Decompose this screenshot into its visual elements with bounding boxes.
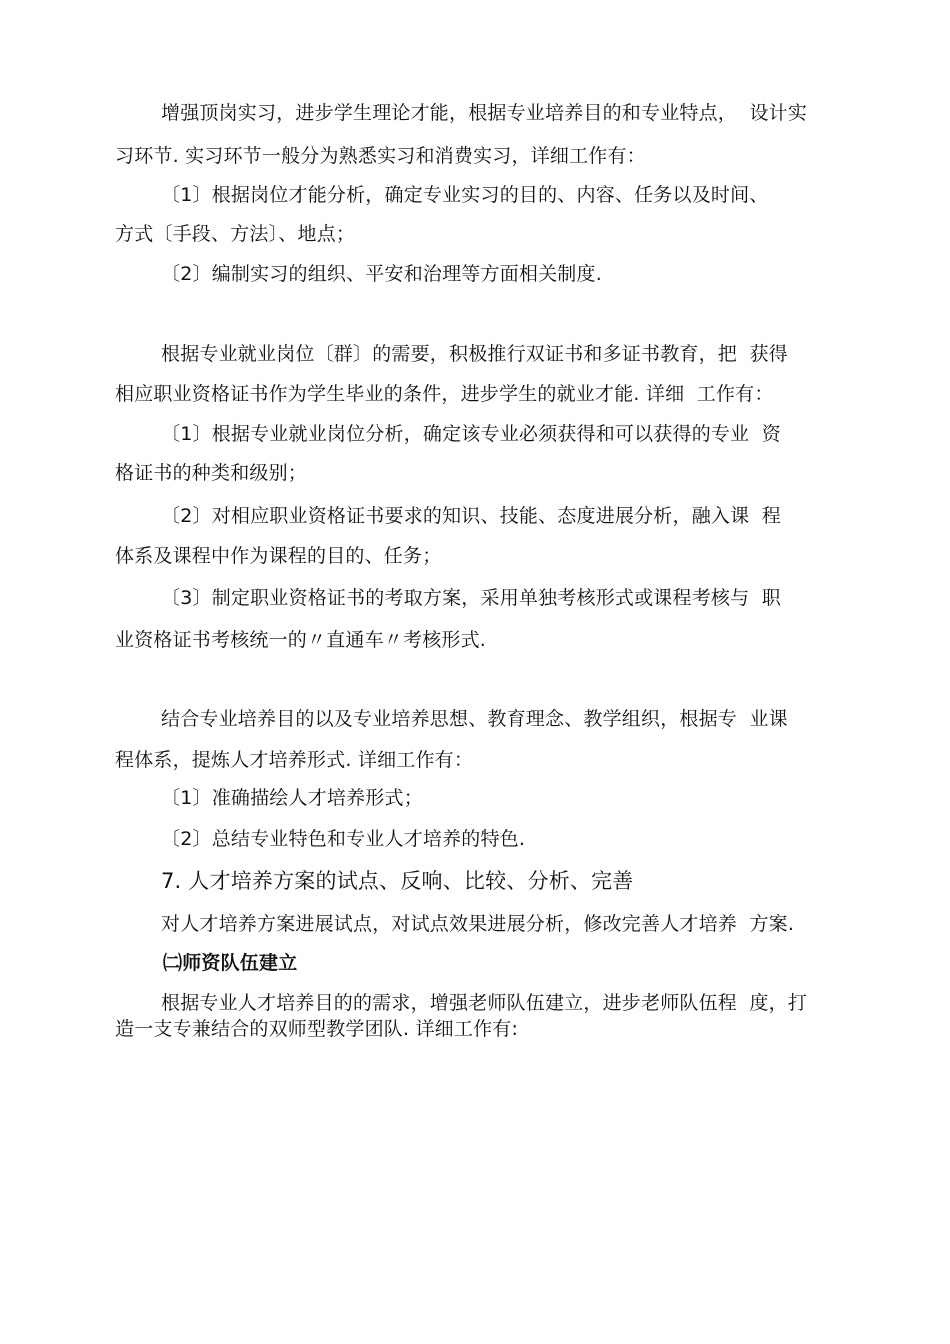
paragraph-line: 格证书的种类和级别；: [115, 462, 308, 484]
paragraph-line: 对人才培养方案进展试点，对试点效果进展分析，修改完善人才培养 方案.: [161, 913, 795, 935]
paragraph-line: 相应职业资格证书作为学生毕业的条件，进步学生的就业才能. 详细 工作有：: [115, 383, 774, 405]
list-item-line: 〔2〕总结专业特色和专业人才培养的特色.: [161, 828, 526, 850]
paragraph-line: 程体系，提炼人才培养形式. 详细工作有：: [115, 749, 474, 771]
paragraph-line: 方式〔手段、方法〕、地点；: [115, 223, 356, 245]
paragraph-line: 根据专业人才培养目的的需求，增强老师队伍建立，进步老师队伍程 度，打: [161, 992, 808, 1014]
list-item-line: 〔2〕对相应职业资格证书要求的知识、技能、态度进展分析，融入课 程: [161, 505, 781, 527]
paragraph-line: 造一支专兼结合的双师型教学团队. 详细工作有:: [115, 1018, 519, 1040]
paragraph-line: 业资格证书考核统一的〃直通车〃考核形式.: [115, 629, 487, 651]
list-item-line: 〔2〕编制实习的组织、平安和治理等方面相关制度.: [161, 263, 602, 285]
paragraph-line: 根据专业就业岗位〔群〕的需要，积极推行双证书和多证书教育，把 获得: [161, 343, 788, 365]
paragraph-line: 体系及课程中作为课程的目的、任务；: [115, 545, 442, 567]
paragraph-line: 结合专业培养目的以及专业培养思想、教育理念、教学组织，根据专 业课: [161, 708, 788, 730]
subsection-heading: ㈡师资队伍建立: [163, 952, 298, 974]
list-item-line: 〔1〕根据专业就业岗位分析，确定该专业必须获得和可以获得的专业 资: [161, 423, 781, 445]
paragraph-line: 增强顶岗实习，进步学生理论才能，根据专业培养目的和专业特点， 设计实: [161, 102, 808, 124]
section-heading: 7. 人才培养方案的试点、反响、比较、分析、完善: [161, 869, 634, 893]
list-item-line: 〔3〕制定职业资格证书的考取方案，采用单独考核形式或课程考核与 职: [161, 587, 781, 609]
paragraph-line: 习环节. 实习环节一般分为熟悉实习和消费实习，详细工作有：: [115, 145, 646, 167]
list-item-line: 〔1〕准确描绘人才培养形式；: [161, 787, 423, 809]
list-item-line: 〔1〕根据岗位才能分析，确定专业实习的目的、内容、任务以及时间、: [161, 184, 769, 206]
